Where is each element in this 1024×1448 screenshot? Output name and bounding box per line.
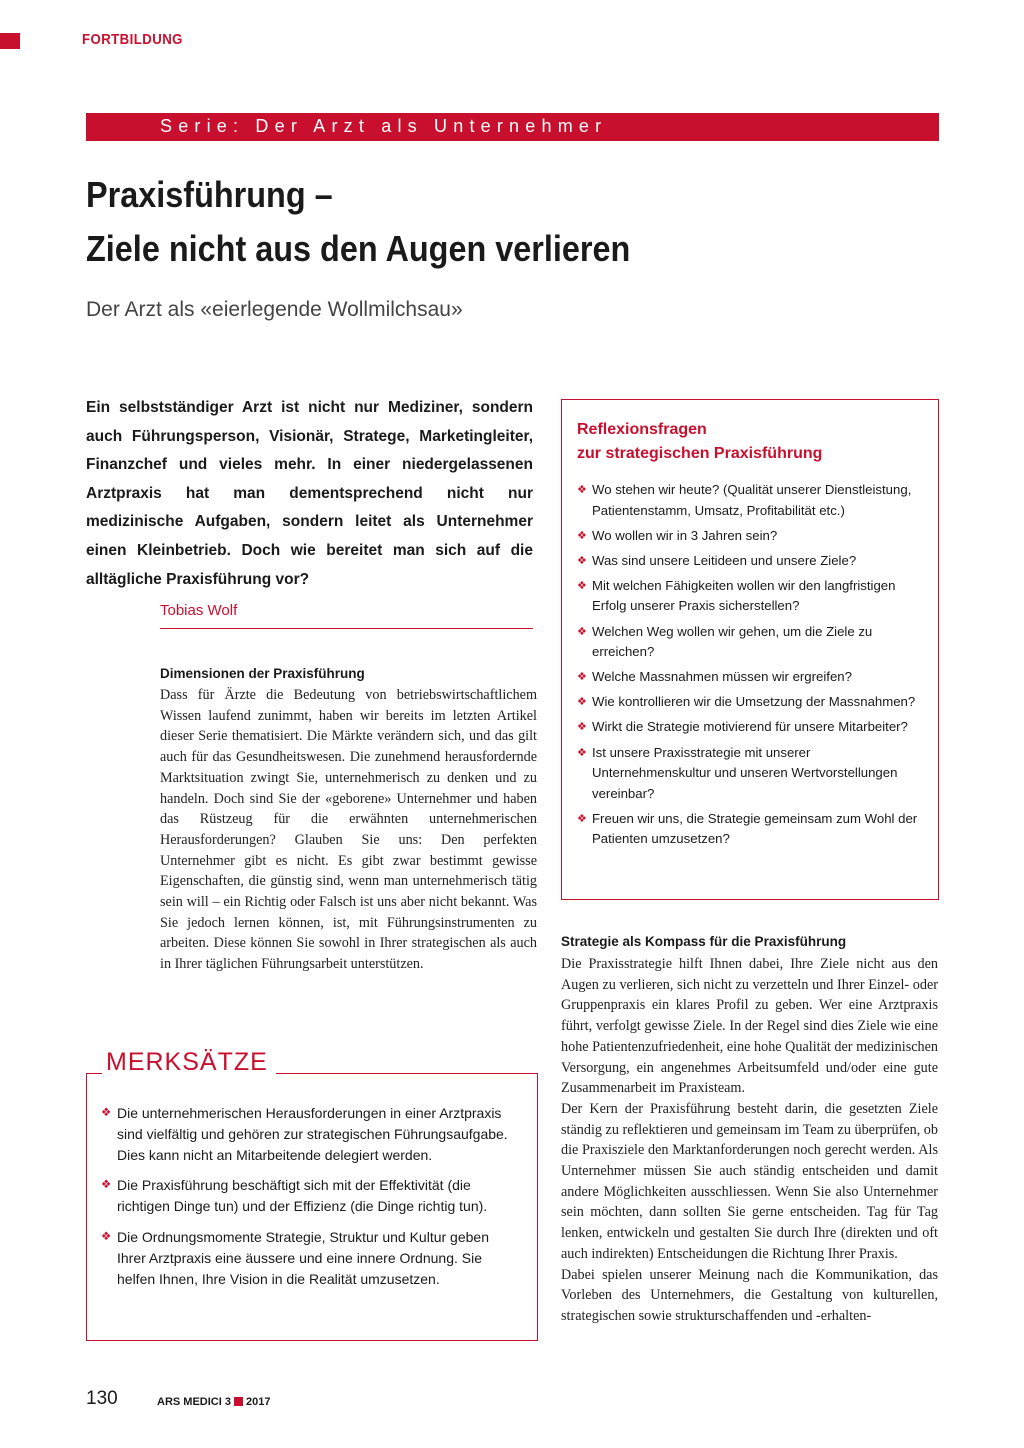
journal-footer (157, 1396, 270, 1408)
diamond-bullet-icon: ❖ (577, 529, 587, 542)
list-item: ❖ Ist unsere Praxisstrategie mit unserer Unternehmenskultur und unseren Wertvorstellungen vereinbar? (577, 744, 898, 801)
title-line-1: Praxisführung – (86, 174, 333, 215)
diamond-bullet-icon: ❖ (577, 625, 587, 638)
diamond-bullet-icon: ❖ (577, 812, 587, 825)
reflexionsfragen-title (577, 418, 822, 466)
list-item: ❖ Wo stehen wir heute? (Qualität unserer Dienstleistung, Patientenstamm, Umsatz, Profitabilität etc.) (577, 482, 912, 518)
diamond-bullet-icon: ❖ (577, 554, 587, 567)
diamond-bullet-icon: ❖ (101, 1179, 112, 1192)
page-number: 130 (86, 1388, 118, 1409)
list-item: ❖ Welchen Weg wollen wir gehen, um die Ziele zu erreichen? (577, 623, 873, 660)
list-item: ❖ Wirkt die Strategie motivierend für unsere Mitarbeiter? (577, 717, 927, 738)
author-divider (160, 628, 533, 629)
author-name: Tobias Wolf (160, 602, 238, 619)
diamond-bullet-icon: ❖ (577, 579, 587, 592)
list-item: ❖ Die Praxisführung beschäftigt sich mit der Effektivität (die richtigen Dinge tun) und der Effizienz (die Dinge richtig tun). (101, 1177, 488, 1215)
list-item: ❖ Die unternehmerischen Herausforderungen in einer Arztpraxis sind vielfältig und gehören zur strategischen Führungsaufgabe. Dies kann nicht an Mitarbeitende delegiert werden. (101, 1105, 508, 1163)
series-title: Serie: Der Arzt als Unternehmer (160, 116, 608, 136)
reflexion-title-line-2: zur strategischen Praxisführung (577, 445, 823, 462)
list-item: ❖ Freuen wir uns, die Strategie gemeinsam zum Wohl der Patienten umzusetzen? (577, 810, 918, 847)
corner-marker (0, 33, 20, 49)
list-item: ❖ Die Ordnungsmomente Strategie, Struktur und Kultur geben Ihrer Arztpraxis eine äussere und eine innere Ordnung. Sie helfen Ihnen, Ihre Vision in die Realität umzusetzen. (101, 1228, 489, 1287)
paragraph: Der Kern der Praxisführung besteht darin, die gesetzten Ziele ständig zu reflektieren und gemeinsam im Team zu überprüfen, ob die Praxisziele den Marktanforderungen noch gerecht werden. Als Unternehmer müssen Sie auch ständig entscheiden und damit andere Möglichkeiten ausschliessen. Wenn Sie also Unternehmer sein möchten, dann sollten Sie gerne entscheiden. Tag für Tag lenken, entwickeln und gestalten Sie durch Ihre (direkten und oft auch indirekten) Entscheidungen die Richtung Ihrer Praxis. (561, 1100, 938, 1262)
merksaetze-list (101, 1103, 521, 1299)
article-title (86, 168, 630, 276)
merksaetze-title: MERKSÄTZE (102, 1048, 276, 1077)
diamond-bullet-icon: ❖ (101, 1230, 112, 1243)
diamond-bullet-icon: ❖ (577, 484, 587, 496)
series-banner (86, 113, 939, 141)
paragraph: Die Praxisstrategie hilft Ihnen dabei, Ihre Ziele nicht aus den Augen zu verlieren, sich nicht zu verzetteln und Ihrer Einzel- oder Gruppenpraxis ein klares Profil zu geben. Wer eine Arztpraxis führt, verfolgt gewisse Ziele. In der Regel sind dies Ziele wie eine hohe Patientenzufriedenheit, eine hohe Qualität der medizinischen Versorgung, ein angenehmes Arbeitsumfeld und/oder eine gute Zusammenarbeit im Praxisteam. (561, 956, 939, 1097)
article-subtitle: Der Arzt als «eierlegende Wollmilchsau» (86, 298, 463, 321)
body-text-strategie (561, 954, 938, 1327)
journal-year: 2017 (245, 1396, 271, 1408)
section-label: FORTBILDUNG (82, 31, 183, 48)
paragraph: Dabei spielen unserer Meinung nach die Kommunikation, das Vorleben des Unternehmers, die Gestaltung von kulturellen, strategischen sowie strukturschaffenden und -erhalten- (561, 1266, 938, 1324)
list-item: ❖ Was sind unsere Leitideen und unsere Ziele? (577, 551, 927, 572)
diamond-bullet-icon: ❖ (577, 721, 587, 734)
reflexion-title-line-1: Reflexionsfragen (577, 421, 707, 438)
square-separator-icon (234, 1397, 243, 1406)
body-text-dimensionen: Dass für Ärzte die Bedeutung von betriebswirtschaftlichem Wissen laufend zunimmt, haben wir bereits im letzten Artikel dieser Serie thematisiert. Die Märkte verändern sich, und das gilt auch für das Gesundheitswesen. Die zunehmend herausfordernde Marktsituation zwingt Sie, unternehmerisch zu denken und zu handeln. Doch sind Sie der «geborene» Unternehmer und haben das Rüstzeug für die erwähnten unternehmerischen Herausforderungen? Glauben Sie uns: Den perfekten Unternehmer gibt es nicht. Es gibt zwar bestimmt gewisse Eigenschaften, die günstig sind, wenn man unternehmerisch tätig sein will – ein Richtig oder Falsch ist uns aber nicht bekannt. Was Sie jedoch lernen können, ist, mit Führungsinstrumenten zu arbeiten. Diese können Sie sowohl in Ihrer strategischen als auch in Ihrer täglichen Führungsarbeit unterstützen. (160, 687, 537, 973)
reflexionsfragen-box (561, 399, 939, 900)
list-item: ❖ Wo wollen wir in 3 Jahren sein? (577, 526, 927, 547)
section-heading-strategie: Strategie als Kompass für die Praxisführung (561, 934, 847, 949)
journal-name: ARS MEDICI 3 (157, 1396, 231, 1408)
reflexionsfragen-list (577, 480, 927, 855)
list-item: ❖ Wie kontrollieren wir die Umsetzung der Massnahmen? (577, 692, 927, 713)
diamond-bullet-icon: ❖ (577, 746, 587, 759)
diamond-bullet-icon: ❖ (577, 696, 587, 709)
section-heading-dimensionen: Dimensionen der Praxisführung (160, 666, 365, 681)
title-line-2: Ziele nicht aus den Augen verlieren (86, 228, 631, 269)
diamond-bullet-icon: ❖ (577, 671, 587, 684)
list-item: ❖ Mit welchen Fähigkeiten wollen wir den langfristigen Erfolg unserer Praxis sicherstellen? (577, 577, 896, 614)
diamond-bullet-icon: ❖ (101, 1107, 112, 1119)
list-item: ❖ Welche Massnahmen müssen wir ergreifen? (577, 667, 927, 688)
lead-paragraph: Ein selbstständiger Arzt ist nicht nur Mediziner, sondern auch Führungsperson, Visionär, Stratege, Marketingleiter, Finanzchef und vieles mehr. In einer niedergelassenen Arztpraxis hat man dementsprechend nicht nur medizinische Aufgaben, sondern leitet als Unternehmer einen Kleinbetrieb. Doch wie bereitet man sich auf die alltägliche Praxisführung vor? (86, 399, 533, 588)
